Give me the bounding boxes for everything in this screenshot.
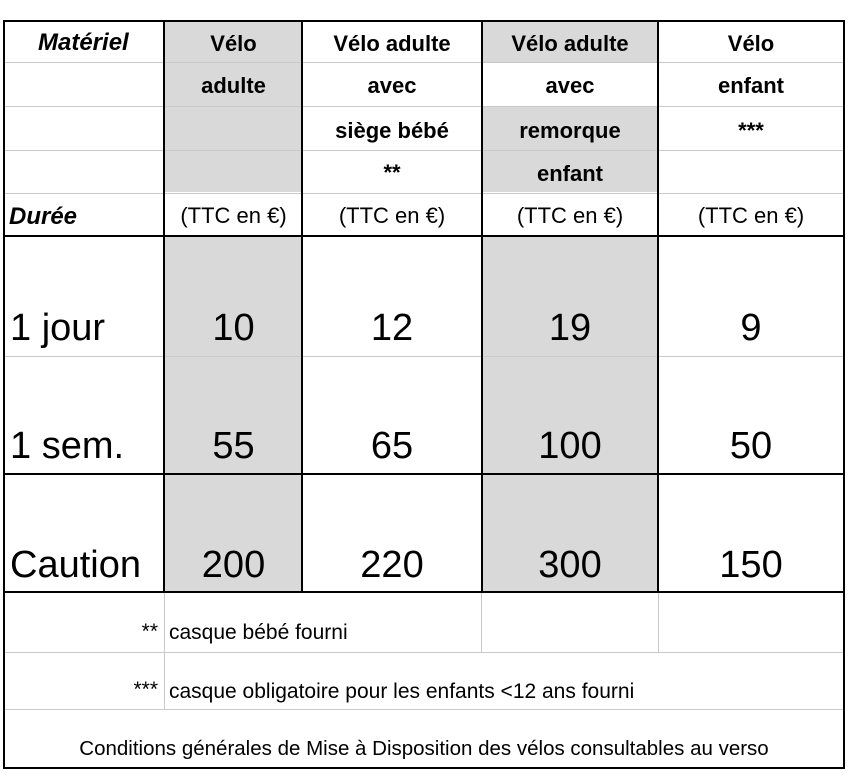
column-divider <box>163 20 165 593</box>
row-divider <box>3 235 845 237</box>
col-trailer-line-2: avec <box>545 73 595 98</box>
table-border <box>843 20 845 769</box>
grid-line <box>658 593 659 652</box>
row-day-value-trailer: 19 <box>548 307 592 349</box>
col-baby-seat-line-3: siège bébé <box>335 118 449 143</box>
col-trailer-line-4: enfant <box>537 161 603 186</box>
col-child-unit: (TTC en €) <box>697 203 805 228</box>
table-border <box>3 767 845 769</box>
note-marker-child-helmet: *** <box>133 678 158 701</box>
col-trailer-line-3: remorque <box>519 118 621 143</box>
row-week-value-child: 50 <box>729 425 773 467</box>
col-baby-seat-unit: (TTC en €) <box>338 203 446 228</box>
shade-adult-values <box>165 237 302 591</box>
col-trailer-line-1: Vélo adulte <box>511 31 629 56</box>
table-border <box>3 20 845 22</box>
row-week-value-trailer: 100 <box>538 425 602 467</box>
footer-conditions: Conditions générales de Mise à Disposition des vélos consultables au verso <box>79 737 769 760</box>
col-trailer-unit: (TTC en €) <box>516 203 624 228</box>
note-text-child-helmet: casque obligatoire pour les enfants <12 ans fourni <box>169 680 635 703</box>
col-adult-line-1: Vélo <box>210 31 257 56</box>
grid-line <box>4 150 844 151</box>
column-divider <box>657 20 659 593</box>
row-day-value-child: 9 <box>740 307 762 349</box>
grid-line <box>4 652 844 653</box>
row-day-value-adult: 10 <box>212 307 255 349</box>
grid-line <box>164 593 165 710</box>
row-divider <box>3 591 845 593</box>
col-child-line-2: enfant <box>718 73 784 98</box>
grid-line <box>481 593 482 652</box>
grid-line <box>4 106 844 107</box>
row-day-label: 1 jour <box>10 307 106 349</box>
row-week-label: 1 sem. <box>10 425 125 467</box>
col-baby-seat-line-1: Vélo adulte <box>333 31 451 56</box>
materiel-label: Matériel <box>38 29 129 56</box>
col-adult-unit: (TTC en €) <box>180 203 287 228</box>
table-border <box>3 20 5 769</box>
row-deposit-value-adult: 200 <box>201 544 266 586</box>
row-divider <box>3 473 845 475</box>
column-divider <box>301 20 303 593</box>
col-baby-seat-line-2: avec <box>367 73 417 98</box>
row-deposit-label: Caution <box>10 544 141 586</box>
duree-label: Durée <box>9 203 78 230</box>
col-child-line-1: Vélo <box>727 31 775 56</box>
row-deposit-value-child: 150 <box>719 544 783 586</box>
row-deposit-value-baby-seat: 220 <box>360 544 424 586</box>
note-marker-baby-helmet: ** <box>141 620 158 643</box>
row-week-value-baby-seat: 65 <box>370 425 414 467</box>
col-baby-seat-line-4: ** <box>383 160 401 185</box>
row-week-value-adult: 55 <box>212 425 255 467</box>
grid-line <box>4 356 844 357</box>
note-text-baby-helmet: casque bébé fourni <box>169 621 348 644</box>
col-adult-line-2: adulte <box>201 73 266 98</box>
grid-line <box>4 709 844 710</box>
grid-line <box>4 62 844 63</box>
shade-trailer-values <box>482 237 658 591</box>
row-day-value-baby-seat: 12 <box>370 307 414 349</box>
grid-line <box>4 193 844 194</box>
row-deposit-value-trailer: 300 <box>538 544 602 586</box>
column-divider <box>481 20 483 593</box>
col-child-line-3: *** <box>738 118 764 143</box>
